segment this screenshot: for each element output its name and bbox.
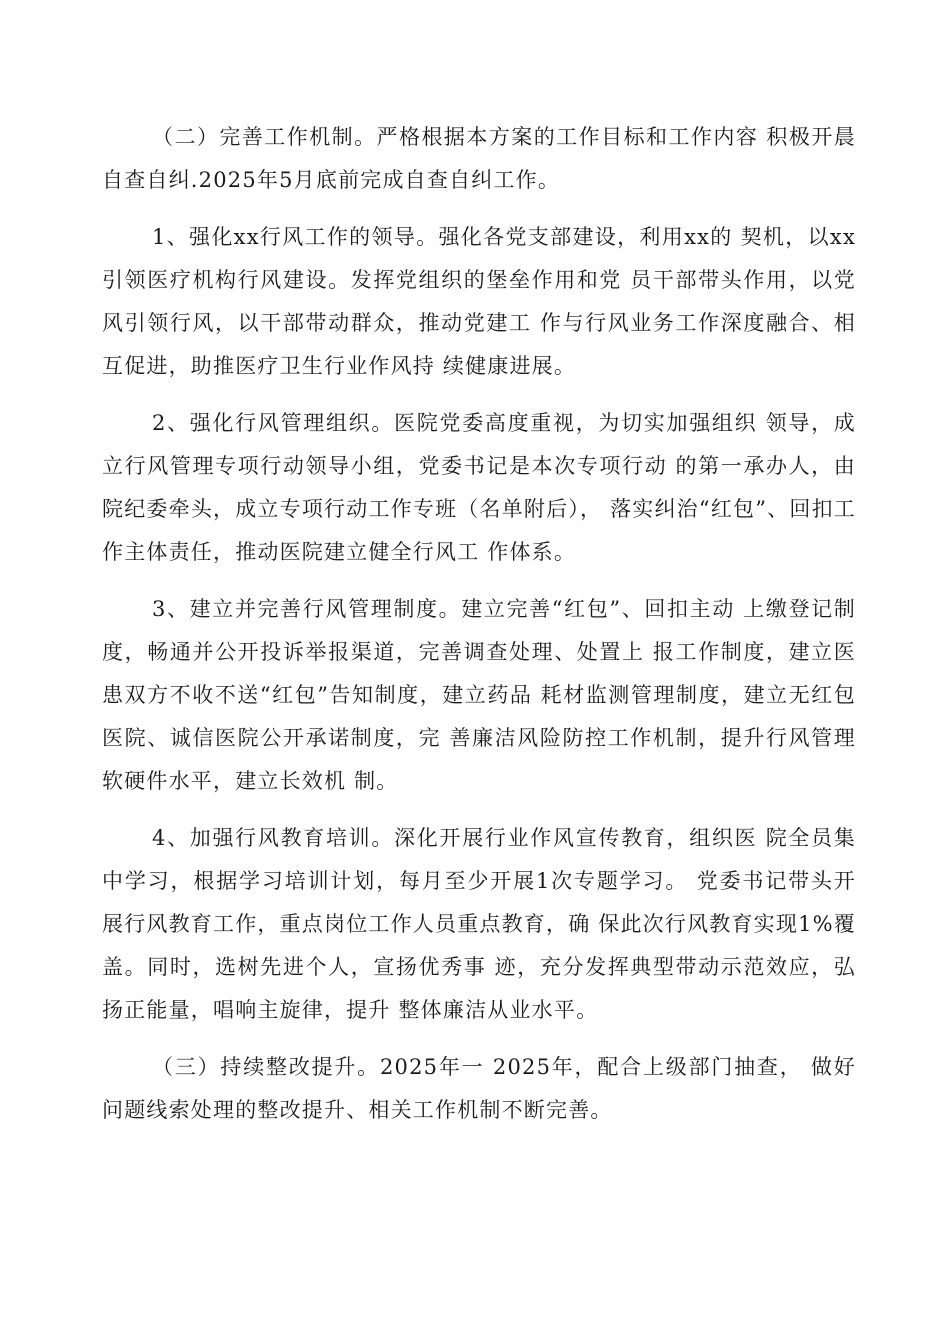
paragraph-rectification: （三）持续整改提升。2025年一 2025年，配合上级部门抽查， 做好问题线索处理的整改提升、相关工作机制不断完善。 (102, 1055, 856, 1122)
paragraph-management-system: 3、建立并完善行风管理制度。建立完善“红包”、回扣主动 上缴登记制度，畅通并公开投诉举报渠道，完善调查处理、处置上 报工作制度，建立医患双方不收不送“红包”告知制度，建立药品 耗材监测管理制度，建立无红包医院、诚信医院公开承诺制度，完 善廉洁风险防控工作机制，提升行风管理软硬件水平，建立长效机 制。 (102, 597, 856, 793)
paragraph-leadership: 1、强化xx行风工作的领导。强化各党支部建设，利用xx的 契机，以xx引领医疗机构行风建设。发挥党组织的堡垒作用和党 员干部带头作用，以党风引领行风，以干部带动群众，推动党建工 作与行风业务工作深度融合、相互促进，助推医疗卫生行业作风持 续健康进展。 (102, 225, 856, 378)
paragraph-organization: 2、强化行风管理组织。医院党委高度重视，为切实加强组织 领导，成立行风管理专项行动领导小组，党委书记是本次专项行动 的第一承办人，由院纪委牵头，成立专项行动工作专班（名单附后）， 落实纠治“红包”、回扣工作主体责任，推动医院建立健全行风工 作体系。 (102, 411, 856, 564)
paragraph-improve-mechanism: （二）完善工作机制。严格根据本方案的工作目标和工作内容 积极开晨自查自纠.2025年5月底前完成自查自纠工作。 (102, 125, 856, 192)
paragraph-education-training: 4、加强行风教育培训。深化开展行业作风宣传教育，组织医 院全员集中学习，根据学习培训计划，每月至少开展1次专题学习。 党委书记带头开展行风教育工作，重点岗位工作人员重点教育，确 保此次行风教育实现1%覆盖。同时，选树先进个人，宣扬优秀事 迹，充分发挥典型带动示范效应，弘扬正能量，唱响主旋律，提升 整体廉洁从业水平。 (102, 826, 856, 1022)
document-body (102, 116, 856, 1146)
